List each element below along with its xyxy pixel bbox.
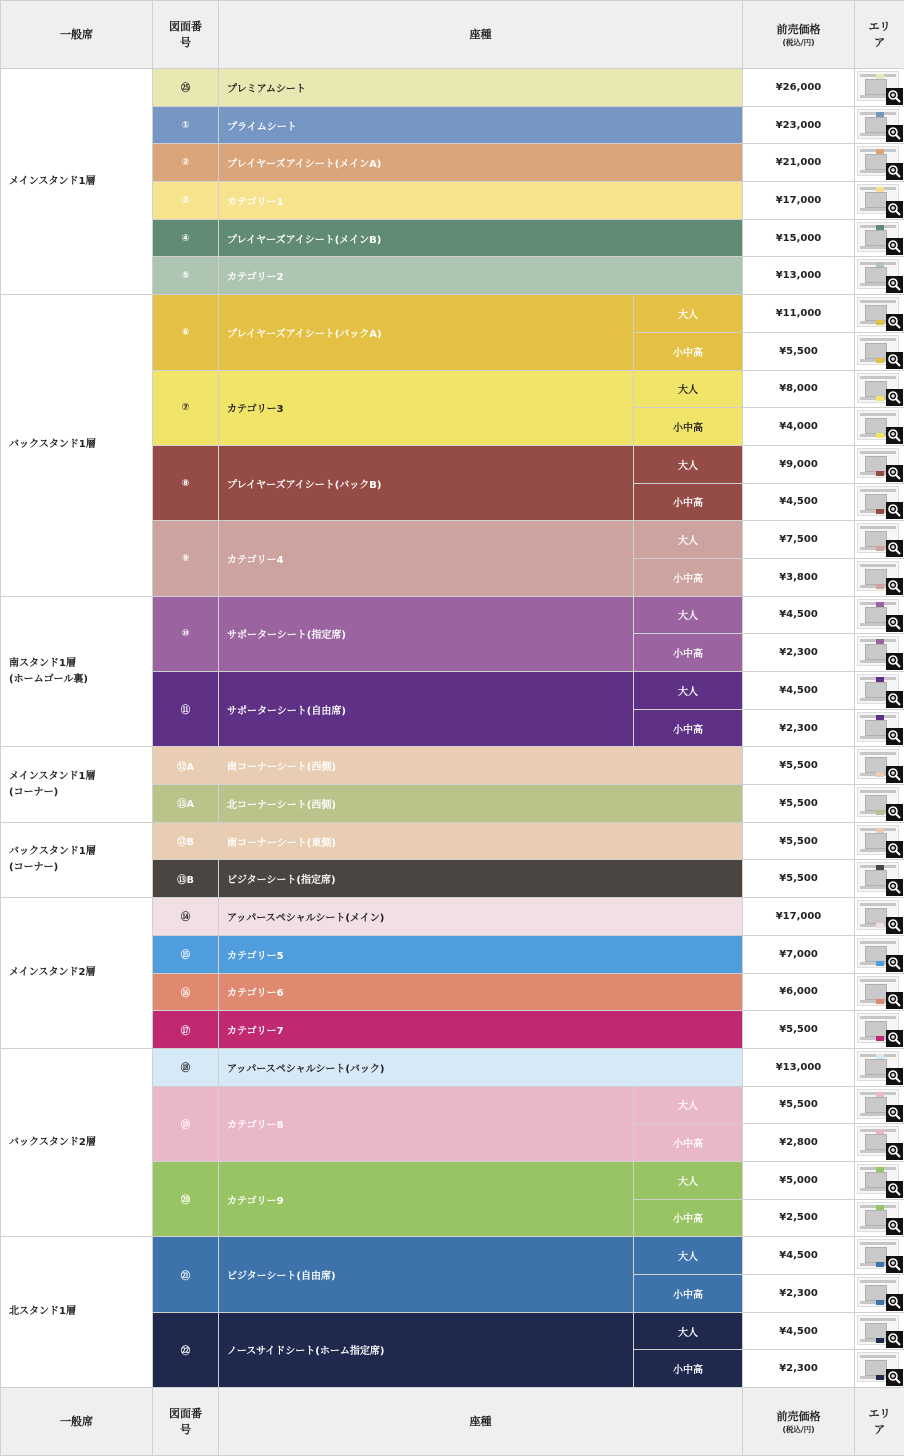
seat-number: ⑨ (153, 521, 219, 596)
seat-number: ⑭ (153, 898, 219, 936)
seat-number: ⑯ (153, 973, 219, 1011)
area-map-thumbnail[interactable] (855, 295, 904, 333)
audience-label: 大人 (634, 1312, 743, 1350)
zoom-in-icon[interactable] (886, 125, 903, 142)
pitch-shape (865, 757, 887, 773)
area-map-thumbnail[interactable] (855, 1048, 904, 1086)
zoom-in-icon[interactable] (886, 1181, 903, 1198)
price-value: ¥7,000 (743, 935, 855, 973)
stand-shape (860, 1355, 896, 1358)
audience-label: 大人 (634, 1086, 743, 1124)
table-row (1, 1237, 904, 1275)
pitch-shape (865, 946, 887, 962)
pitch-shape (865, 117, 887, 133)
audience-label: 大人 (634, 295, 743, 333)
pitch-shape (865, 682, 887, 698)
price-value: ¥13,000 (743, 257, 855, 295)
price-value: ¥7,500 (743, 521, 855, 559)
pitch-shape (865, 1021, 887, 1037)
footer-price (743, 1388, 855, 1456)
pitch-shape (865, 1285, 887, 1301)
table-row (1, 295, 904, 333)
seat-number: ㉒ (153, 1312, 219, 1387)
seat-number: ⑤ (153, 257, 219, 295)
table-footer-row (1, 1388, 904, 1456)
audience-label: 大人 (634, 1237, 743, 1275)
area-map-thumbnail[interactable] (855, 898, 904, 936)
audience-label: 小中高 (634, 408, 743, 446)
seat-highlight (876, 1054, 884, 1059)
zoom-in-icon[interactable] (886, 691, 903, 708)
seat-number: ⑬B (153, 860, 219, 898)
zoom-in-icon[interactable] (886, 314, 903, 331)
seat-name: カテゴリー2 (219, 257, 743, 295)
header-num-label: 図面番号 (166, 19, 206, 51)
price-value: ¥2,300 (743, 709, 855, 747)
area-map-thumbnail[interactable] (855, 1086, 904, 1124)
price-value: ¥17,000 (743, 182, 855, 220)
seat-name: カテゴリー8 (219, 1086, 634, 1161)
area-map-thumbnail[interactable] (855, 445, 904, 483)
zoom-in-icon[interactable] (886, 389, 903, 406)
area-label: メインスタンド2層 (1, 898, 153, 1049)
footer-num (153, 1388, 219, 1456)
seat-highlight (876, 433, 884, 438)
area-label: メインスタンド1層 (コーナー) (1, 747, 153, 822)
pitch-shape (865, 79, 887, 95)
stand-shape (860, 1318, 896, 1321)
area-map-thumbnail[interactable] (855, 1275, 904, 1313)
table-row (1, 1048, 904, 1086)
zoom-in-icon[interactable] (886, 728, 903, 745)
stand-shape (860, 1016, 896, 1019)
seat-highlight (876, 1036, 884, 1041)
seat-name: ビジターシート(指定席) (219, 860, 743, 898)
seat-number: ⑧ (153, 445, 219, 520)
zoom-in-icon[interactable] (886, 578, 903, 595)
price-value: ¥21,000 (743, 144, 855, 182)
table-header-row (1, 1, 904, 69)
price-value: ¥4,500 (743, 1312, 855, 1350)
area-map-thumbnail[interactable] (855, 1011, 904, 1049)
footer-price-label: 前売価格 (777, 1410, 821, 1423)
seat-name: サポーターシート(自由席) (219, 672, 634, 747)
audience-label: 小中高 (634, 558, 743, 596)
area-map-thumbnail[interactable] (855, 483, 904, 521)
audience-label: 小中高 (634, 1275, 743, 1313)
price-value: ¥4,500 (743, 1237, 855, 1275)
audience-label: 大人 (634, 596, 743, 634)
area-map-thumbnail[interactable] (855, 144, 904, 182)
price-value: ¥3,800 (743, 558, 855, 596)
seat-number: ④ (153, 219, 219, 257)
zoom-in-icon[interactable] (886, 1369, 903, 1386)
seat-number: ⑰ (153, 1011, 219, 1049)
seat-number: ⑳ (153, 1161, 219, 1236)
seat-highlight (876, 584, 884, 589)
price-value: ¥5,500 (743, 1086, 855, 1124)
price-value: ¥2,300 (743, 634, 855, 672)
price-value: ¥11,000 (743, 295, 855, 333)
price-value: ¥2,500 (743, 1199, 855, 1237)
price-value: ¥5,500 (743, 822, 855, 860)
audience-label: 小中高 (634, 1199, 743, 1237)
footer-price-note: (税込/円) (743, 1425, 854, 1434)
pitch-shape (865, 418, 887, 434)
seat-highlight (876, 546, 884, 551)
seat-number: ⑫A (153, 747, 219, 785)
price-value: ¥5,500 (743, 860, 855, 898)
price-value: ¥4,000 (743, 408, 855, 446)
seat-highlight (876, 865, 884, 870)
seat-name: プレイヤーズアイシート(バックA) (219, 295, 634, 370)
footer-num-label: 図面番号 (166, 1406, 206, 1438)
zoom-in-icon[interactable] (886, 1068, 903, 1085)
seat-highlight (876, 923, 884, 928)
seat-highlight (876, 149, 884, 154)
seat-highlight (876, 1300, 884, 1305)
audience-label: 小中高 (634, 634, 743, 672)
seat-highlight (876, 1167, 884, 1172)
zoom-in-icon[interactable] (886, 427, 903, 444)
stand-shape (860, 903, 896, 906)
pitch-shape (865, 720, 887, 736)
pitch-shape (865, 381, 887, 397)
area-label: バックスタンド1層 (コーナー) (1, 822, 153, 897)
area-label: 南スタンド1層 (ホームゴール裏) (1, 596, 153, 747)
zoom-in-icon[interactable] (886, 163, 903, 180)
stand-shape (860, 790, 896, 793)
seat-highlight (876, 1262, 884, 1267)
seat-highlight (876, 1338, 884, 1343)
seat-name: アッパースペシャルシート(メイン) (219, 898, 743, 936)
zoom-in-icon[interactable] (886, 1030, 903, 1047)
stand-shape (860, 941, 896, 944)
seat-highlight (876, 509, 884, 514)
price-value: ¥8,000 (743, 370, 855, 408)
stand-shape (860, 1242, 896, 1245)
zoom-in-icon[interactable] (886, 465, 903, 482)
audience-label: 大人 (634, 672, 743, 710)
stand-shape (860, 1280, 896, 1283)
stand-shape (860, 489, 896, 492)
zoom-in-icon[interactable] (886, 1331, 903, 1348)
seat-highlight (876, 961, 884, 966)
seat-highlight (876, 112, 884, 117)
seat-highlight (876, 715, 884, 720)
audience-label: 小中高 (634, 709, 743, 747)
pitch-shape (865, 607, 887, 623)
seat-highlight (876, 262, 884, 267)
seat-highlight (876, 225, 884, 230)
audience-label: 大人 (634, 370, 743, 408)
pitch-shape (865, 870, 887, 886)
area-map-thumbnail[interactable] (855, 370, 904, 408)
zoom-in-icon[interactable] (886, 540, 903, 557)
area-map-thumbnail[interactable] (855, 1124, 904, 1162)
stand-shape (860, 564, 896, 567)
area-map-thumbnail[interactable] (855, 408, 904, 446)
table-row (1, 596, 904, 634)
seat-number: ⑬A (153, 785, 219, 823)
zoom-in-icon[interactable] (886, 352, 903, 369)
area-map-thumbnail[interactable] (855, 785, 904, 823)
zoom-in-icon[interactable] (886, 615, 903, 632)
seat-number: ③ (153, 182, 219, 220)
price-value: ¥4,500 (743, 596, 855, 634)
area-map-thumbnail[interactable] (855, 634, 904, 672)
pitch-shape (865, 1097, 887, 1113)
pitch-shape (865, 908, 887, 924)
seat-name: 北コーナーシート(西側) (219, 785, 743, 823)
seat-number: ㉕ (153, 69, 219, 107)
seat-number: ⑱ (153, 1048, 219, 1086)
stand-shape (860, 338, 896, 341)
seat-name: ノースサイドシート(ホーム指定席) (219, 1312, 634, 1387)
area-map-thumbnail[interactable] (855, 709, 904, 747)
header-price (743, 1, 855, 69)
seat-highlight (876, 1205, 884, 1210)
area-map-thumbnail[interactable] (855, 860, 904, 898)
pitch-shape (865, 267, 887, 283)
price-value: ¥5,500 (743, 1011, 855, 1049)
zoom-in-icon[interactable] (886, 1143, 903, 1160)
seat-name: サポーターシート(指定席) (219, 596, 634, 671)
area-map-thumbnail[interactable] (855, 973, 904, 1011)
seat-name: プレイヤーズアイシート(メインA) (219, 144, 743, 182)
pitch-shape (865, 1172, 887, 1188)
zoom-in-icon[interactable] (886, 879, 903, 896)
area-label: バックスタンド1層 (1, 295, 153, 597)
header-num (153, 1, 219, 69)
header-price-note: (税込/円) (743, 38, 854, 47)
price-value: ¥9,000 (743, 445, 855, 483)
area-map-thumbnail[interactable] (855, 106, 904, 144)
price-value: ¥23,000 (743, 106, 855, 144)
footer-seat: 座種 (219, 1388, 743, 1456)
area-map-thumbnail[interactable] (855, 1237, 904, 1275)
area-map-thumbnail[interactable] (855, 219, 904, 257)
seat-highlight (876, 810, 884, 815)
area-label: 北スタンド1層 (1, 1237, 153, 1388)
header-price-label: 前売価格 (777, 23, 821, 36)
seat-name: 南コーナーシート(西側) (219, 747, 743, 785)
area-map-thumbnail[interactable] (855, 521, 904, 559)
area-map-thumbnail[interactable] (855, 747, 904, 785)
seat-highlight (876, 1092, 884, 1097)
price-value: ¥5,500 (743, 785, 855, 823)
zoom-in-icon[interactable] (886, 201, 903, 218)
price-value: ¥2,300 (743, 1275, 855, 1313)
zoom-in-icon[interactable] (886, 917, 903, 934)
table-row (1, 747, 904, 785)
seat-name: カテゴリー4 (219, 521, 634, 596)
audience-label: 小中高 (634, 1124, 743, 1162)
zoom-in-icon[interactable] (886, 1256, 903, 1273)
pitch-shape (865, 154, 887, 170)
seat-name: プレミアムシート (219, 69, 743, 107)
zoom-in-icon[interactable] (886, 88, 903, 105)
seat-highlight (876, 828, 884, 833)
pitch-shape (865, 1134, 887, 1150)
footer-area: 一般席 (1, 1388, 153, 1456)
seat-name: カテゴリー7 (219, 1011, 743, 1049)
seat-name: カテゴリー5 (219, 935, 743, 973)
zoom-in-icon[interactable] (886, 1294, 903, 1311)
table-row (1, 822, 904, 860)
area-map-thumbnail[interactable] (855, 558, 904, 596)
seat-highlight (876, 639, 884, 644)
area-map-thumbnail[interactable] (855, 596, 904, 634)
audience-label: 大人 (634, 521, 743, 559)
seat-name: カテゴリー6 (219, 973, 743, 1011)
seat-highlight (876, 320, 884, 325)
price-value: ¥4,500 (743, 672, 855, 710)
pitch-shape (865, 795, 887, 811)
seat-name: 南コーナーシート(東側) (219, 822, 743, 860)
area-map-thumbnail[interactable] (855, 69, 904, 107)
zoom-in-icon[interactable] (886, 276, 903, 293)
zoom-in-icon[interactable] (886, 1218, 903, 1235)
pitch-shape (865, 1360, 887, 1376)
zoom-in-icon[interactable] (886, 502, 903, 519)
area-label: メインスタンド1層 (1, 69, 153, 295)
area-map-thumbnail[interactable] (855, 1199, 904, 1237)
footer-map-label: エリア (867, 1406, 893, 1438)
seat-name: プライムシート (219, 106, 743, 144)
seat-number: ⑮ (153, 935, 219, 973)
price-value: ¥5,000 (743, 1161, 855, 1199)
pitch-shape (865, 1323, 887, 1339)
area-map-thumbnail[interactable] (855, 822, 904, 860)
pitch-shape (865, 305, 887, 321)
seat-name: プレイヤーズアイシート(バックB) (219, 445, 634, 520)
area-map-thumbnail[interactable] (855, 935, 904, 973)
pitch-shape (865, 1210, 887, 1226)
price-value: ¥4,500 (743, 483, 855, 521)
stand-shape (860, 300, 896, 303)
audience-label: 大人 (634, 445, 743, 483)
stand-shape (860, 526, 896, 529)
seat-number: ⑪ (153, 672, 219, 747)
seat-name: カテゴリー1 (219, 182, 743, 220)
pitch-shape (865, 230, 887, 246)
zoom-in-icon[interactable] (886, 653, 903, 670)
seat-number: ⑥ (153, 295, 219, 370)
footer-map (855, 1388, 904, 1456)
pitch-shape (865, 1059, 887, 1075)
zoom-in-icon[interactable] (886, 238, 903, 255)
seat-highlight (876, 187, 884, 192)
pitch-shape (865, 494, 887, 510)
seat-number: ② (153, 144, 219, 182)
seat-number: ⑫B (153, 822, 219, 860)
area-map-thumbnail[interactable] (855, 672, 904, 710)
price-value: ¥15,000 (743, 219, 855, 257)
seat-highlight (876, 396, 884, 401)
zoom-in-icon[interactable] (886, 992, 903, 1009)
audience-label: 小中高 (634, 483, 743, 521)
header-map-label: エリア (867, 19, 893, 51)
pitch-shape (865, 644, 887, 660)
area-map-thumbnail[interactable] (855, 257, 904, 295)
pitch-shape (865, 569, 887, 585)
seat-name: カテゴリー9 (219, 1161, 634, 1236)
stand-shape (860, 752, 896, 755)
price-value: ¥5,500 (743, 332, 855, 370)
seat-highlight (876, 1129, 884, 1134)
seat-number: ㉑ (153, 1237, 219, 1312)
price-value: ¥17,000 (743, 898, 855, 936)
header-seat: 座種 (219, 1, 743, 69)
pitch-shape (865, 1247, 887, 1263)
zoom-in-icon[interactable] (886, 804, 903, 821)
zoom-in-icon[interactable] (886, 955, 903, 972)
header-map (855, 1, 904, 69)
zoom-in-icon[interactable] (886, 841, 903, 858)
pitch-shape (865, 984, 887, 1000)
stand-shape (860, 979, 896, 982)
seat-highlight (876, 677, 884, 682)
pitch-shape (865, 192, 887, 208)
seat-name: ビジターシート(自由席) (219, 1237, 634, 1312)
seat-highlight (876, 999, 884, 1004)
seat-number: ⑦ (153, 370, 219, 445)
zoom-in-icon[interactable] (886, 1105, 903, 1122)
zoom-in-icon[interactable] (886, 766, 903, 783)
seat-name: アッパースペシャルシート(バック) (219, 1048, 743, 1086)
header-area: 一般席 (1, 1, 153, 69)
seat-number: ⑲ (153, 1086, 219, 1161)
seat-highlight (876, 772, 884, 777)
price-value: ¥6,000 (743, 973, 855, 1011)
seat-highlight (876, 1375, 884, 1380)
stand-shape (860, 413, 896, 416)
audience-label: 大人 (634, 1161, 743, 1199)
table-row (1, 69, 904, 107)
area-map-thumbnail[interactable] (855, 182, 904, 220)
seat-number: ⑩ (153, 596, 219, 671)
seat-number: ① (153, 106, 219, 144)
audience-label: 小中高 (634, 1350, 743, 1388)
area-map-thumbnail[interactable] (855, 332, 904, 370)
seat-highlight (876, 74, 884, 79)
area-map-thumbnail[interactable] (855, 1350, 904, 1388)
area-label: バックスタンド2層 (1, 1048, 153, 1236)
price-value: ¥2,300 (743, 1350, 855, 1388)
stand-shape (860, 451, 896, 454)
seat-highlight (876, 602, 884, 607)
pitch-shape (865, 343, 887, 359)
seat-name: プレイヤーズアイシート(メインB) (219, 219, 743, 257)
pitch-shape (865, 833, 887, 849)
area-map-thumbnail[interactable] (855, 1161, 904, 1199)
stand-shape (860, 376, 896, 379)
pitch-shape (865, 456, 887, 472)
seat-highlight (876, 471, 884, 476)
price-value: ¥2,800 (743, 1124, 855, 1162)
audience-label: 小中高 (634, 332, 743, 370)
price-value: ¥26,000 (743, 69, 855, 107)
seat-highlight (876, 358, 884, 363)
price-value: ¥13,000 (743, 1048, 855, 1086)
table-row (1, 898, 904, 936)
price-value: ¥5,500 (743, 747, 855, 785)
area-map-thumbnail[interactable] (855, 1312, 904, 1350)
seat-name: カテゴリー3 (219, 370, 634, 445)
pitch-shape (865, 531, 887, 547)
